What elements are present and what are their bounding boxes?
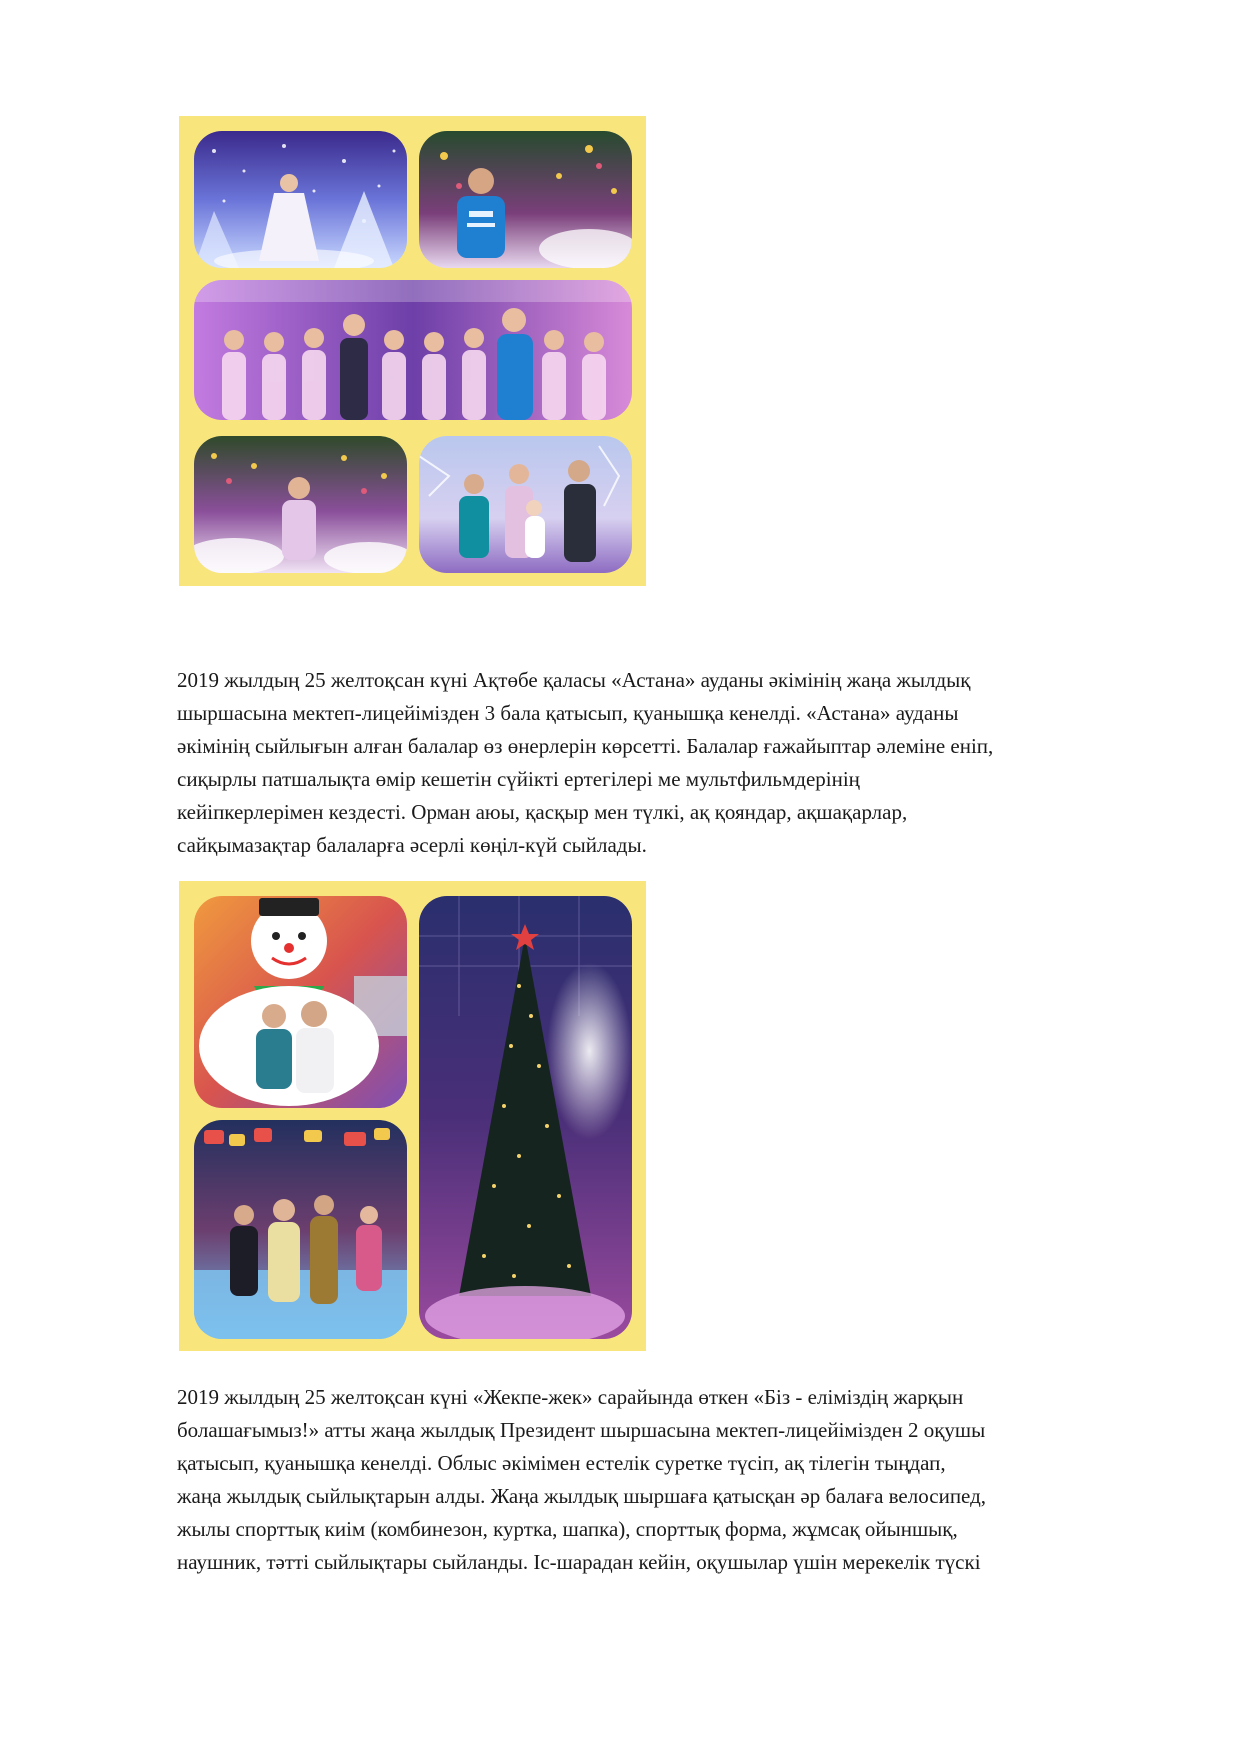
photo-boy-blue-sweater [419,131,632,268]
text-line: болашағымыз!» атты жаңа жылдық Президент шыршасына мектеп-лицейімізден 2 оқушы [177,1418,986,1442]
text-line: сиқырлы патшалықта өмір кешетін сүйікті ертегілері ме мультфильмдерінің [177,767,860,791]
photo-children-dancing-hall [194,1120,407,1339]
text-line: қатысып, қуанышқа кенелді. Облыс әкімімен естелік суретке түсіп, ақ тілегін тыңдап, [177,1451,946,1475]
photo-girl-white-dress [194,131,407,268]
text-line: сайқымазақтар балаларға әсерлі көңіл-күй сыйлады. [177,833,647,857]
text-line: наушник, тәтті сыйлықтары сыйланды. Іс-шарадан кейін, оқушылар үшін мерекелік түскі [177,1550,981,1574]
paragraph-zhekpe-zhek-event [177,1381,1157,1579]
photo-three-children-stage [419,436,632,573]
text-line: әкімінің сыйлығын алған балалар өз өнерлерін көрсетті. Балалар ғажайыптар әлеміне еніп, [177,734,994,758]
paragraph-astana-district-event [177,664,1157,862]
photo-girl-christmas-tree [194,436,407,573]
photo-tall-christmas-tree [419,896,632,1339]
photo-collage-1 [179,116,646,586]
text-line: 2019 жылдың 25 желтоқсан күні Ақтөбе қаласы «Астана» ауданы әкімінің жаңа жылдық [177,668,971,692]
text-line: жылы спорттық киім (комбинезон, куртка, шапка), спорттық форма, жұмсақ ойыншық, [177,1517,958,1541]
text-line: шыршасына мектеп-лицейімізден 3 бала қатысып, қуанышқа кенелді. «Астана» ауданы [177,701,959,725]
text-line: кейіпкерлерімен кездесті. Орман аюы, қасқыр мен түлкі, ақ қояндар, ақшақарлар, [177,800,908,824]
photo-collage-2 [179,881,646,1351]
text-line: 2019 жылдың 25 желтоқсан күні «Жекпе-жек» сарайында өткен «Біз - еліміздің жарқын [177,1385,964,1409]
photo-snowman-two-children [194,896,407,1108]
photo-group-children [194,280,632,420]
text-line: жаңа жылдық сыйлықтарын алды. Жаңа жылдық шыршаға қатысқан әр балаға велосипед, [177,1484,987,1508]
